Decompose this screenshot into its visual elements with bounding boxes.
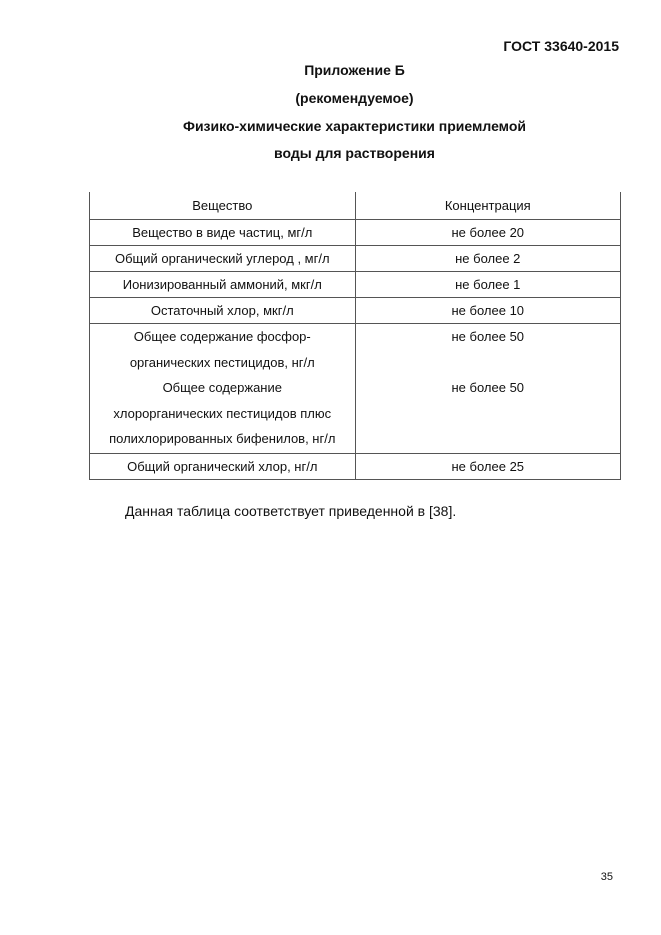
substance-cell: Общий органический углерод , мг/л <box>90 246 356 272</box>
document-code: ГОСТ 33640-2015 <box>503 38 619 54</box>
concentration-cell: не более 50 <box>355 375 620 453</box>
substance-line: полихлорированных бифенилов, нг/л <box>109 431 336 446</box>
concentration-cell: не более 2 <box>355 246 620 272</box>
substance-line: Общее содержание фосфор- <box>133 329 311 344</box>
page-number: 35 <box>600 871 613 883</box>
concentration-cell: не более 25 <box>355 453 620 479</box>
substance-line: хлорорганических пестицидов плюс <box>113 405 332 421</box>
concentration-cell: не более 10 <box>355 298 620 324</box>
column-header-substance: Вещество <box>90 192 356 220</box>
table-row <box>90 246 621 272</box>
substance-line: органических пестицидов, нг/л <box>129 354 315 370</box>
water-properties-table <box>89 192 621 480</box>
substance-cell <box>90 324 356 376</box>
table-header-row <box>90 192 621 220</box>
substance-cell: Вещество в виде частиц, мг/л <box>90 220 356 246</box>
table-row <box>90 298 621 324</box>
appendix-title: Приложение Б <box>304 62 405 78</box>
concentration-cell: не более 1 <box>355 272 620 298</box>
substance-line: Общее содержание <box>162 380 282 395</box>
table-source-note: Данная таблица соответствует приведенной в [38]. <box>125 503 457 519</box>
substance-cell: Ионизированный аммоний, мкг/л <box>90 272 356 298</box>
column-header-concentration: Концентрация <box>355 192 620 220</box>
substance-cell <box>90 375 356 453</box>
table-row <box>90 375 621 453</box>
concentration-cell: не более 50 <box>355 324 620 376</box>
appendix-status: (рекомендуемое) <box>295 90 414 106</box>
table-row <box>90 324 621 376</box>
appendix-heading-line-2: воды для растворения <box>274 145 435 161</box>
table-row <box>90 220 621 246</box>
substance-cell: Общий органический хлор, нг/л <box>90 453 356 479</box>
table-row <box>90 272 621 298</box>
concentration-cell: не более 20 <box>355 220 620 246</box>
substance-cell: Остаточный хлор, мкг/л <box>90 298 356 324</box>
appendix-heading-line-1: Физико-химические характеристики приемлемой <box>183 118 526 134</box>
table-row <box>90 453 621 479</box>
